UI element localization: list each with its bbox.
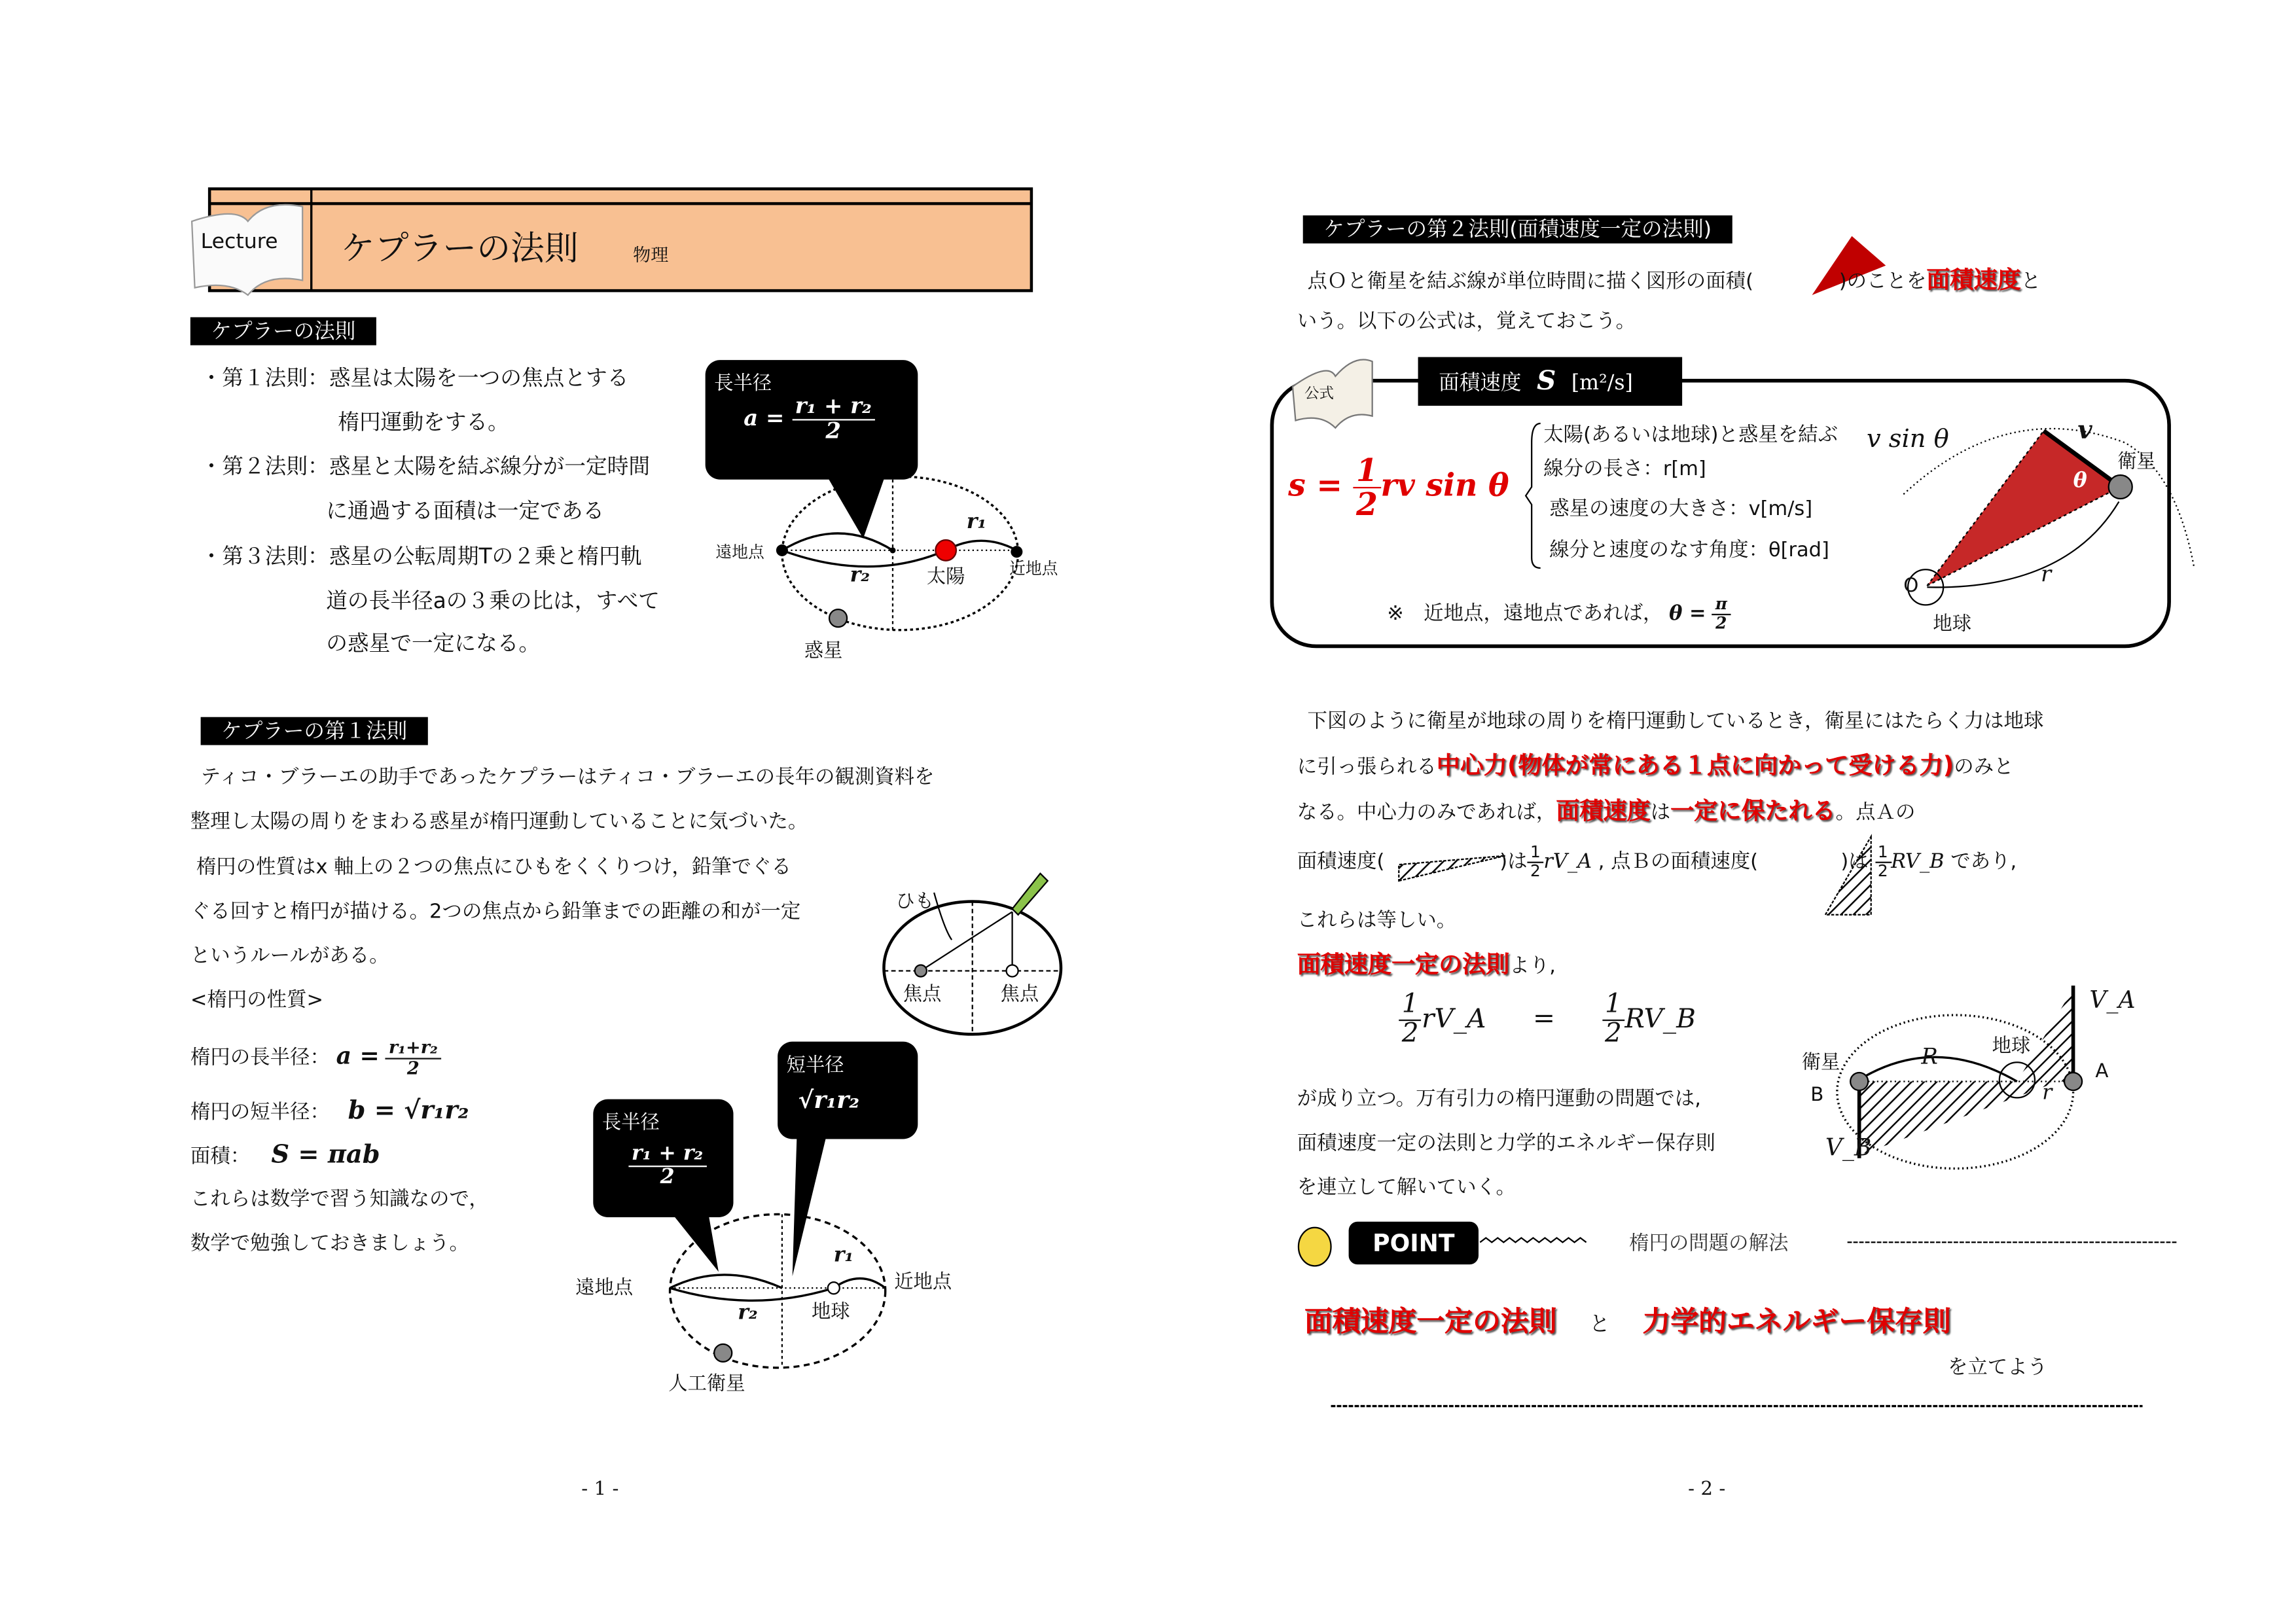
definition: 太陽(あるいは地球)と惑星を結ぶ [1543,423,1839,448]
body-line [1297,844,2017,880]
note-lhs: θ = [1669,601,1706,626]
body-line [1297,793,1916,827]
focus-label: 焦点 [1000,984,1039,1007]
aphelion-label: 遠地点 [575,1277,634,1300]
focus-label: 焦点 [903,984,942,1007]
paragraph-line: ぐる回すと楕円が描ける。2つの焦点から鉛筆までの距離の和が一定 [190,900,801,924]
sun-label: 太陽 [926,566,965,589]
formula-numerator: 1 [1353,454,1380,488]
intro-text: 点Ｏと衛星を結ぶ線が単位時間に描く図形の面積( [1307,270,1753,294]
half-numerator: 1 [1528,844,1544,863]
note-numerator: π [1712,596,1730,615]
v-label: v [2077,416,2092,446]
sun-dot [935,540,956,561]
intro-text: と [2020,270,2041,294]
area-label: 面積： [190,1145,251,1169]
orbit-ellipse [782,476,1018,630]
body-text: なる。中心力のみであれば， [1297,801,1556,825]
planet-label: 惑星 [804,640,843,663]
r-label: r [2042,1081,2053,1105]
definition: 惑星の速度の大きさ：v[m/s] [1549,497,1813,521]
law-line: 楕円運動をする。 [338,412,509,436]
equality-equation [1399,988,1696,1049]
law-line: に通過する面積は一定である [326,500,605,524]
body-text: に引っ張られる [1297,755,1437,779]
body-text: は [1650,801,1671,825]
lecture-badge: Lecture [200,230,278,254]
semi-minor-callout [778,1042,918,1139]
satellite-label: 衛星 [2117,451,2156,474]
perihelion-label: 近地点 [1009,559,1058,579]
callout-title: 長半径 [714,373,772,396]
formula-title: 面積速度 [1439,372,1522,396]
string-label: ひも [895,891,935,914]
law-line: の惑星で一定になる。 [326,633,541,657]
body-line [1297,747,2014,781]
semi-major-formula [744,392,874,444]
formula-symbol: S [1536,366,1556,397]
semi-major-callout [706,360,918,480]
page-number: - 2 - [1688,1478,1726,1501]
point-highlight: 面積速度一定の法則 [1304,1306,1557,1338]
planet-dot [829,609,847,627]
r2-label: r₂ [738,1301,758,1325]
body-line: が成り立つ。万有引力の楕円運動の問題では, [1297,1087,1701,1111]
body-text: のみと [1954,755,2014,779]
body-text: , 点Ｂの面積速度( [1598,849,1759,874]
earth-label: 地球 [1933,613,1972,636]
body-line: 下図のように衛星が地球の周りを楕円運動しているとき，衛星にはたらく力は地球 [1307,709,2044,734]
satellite-label: 人工衛星 [668,1373,745,1396]
body-line: これらは等しい。 [1297,908,1457,933]
page-title: ケプラーの法則 [340,230,579,269]
earth-label: 地球 [811,1301,850,1324]
section-label-first-law: ケプラーの第１法則 [201,717,428,745]
point-a-label: A [2095,1060,2109,1083]
half-denominator: 2 [1605,1018,1622,1049]
major-denominator: 2 [406,1057,420,1079]
law-line: ・第３法則：惑星の公転周期Tの２乗と楕円軌 [200,546,642,570]
law-line: 道の長半径aの３乗の比は，すべて [326,590,660,614]
half-numerator: 1 [1874,844,1891,863]
highlight: 一定に保たれる [1670,796,1836,825]
major-axis-label: 楕円の長半径： [190,1046,330,1070]
origin-label: O [1903,575,1919,598]
lightbulb-icon [1299,1228,1331,1266]
equation-equals: = [1532,1003,1555,1035]
section-label-laws: ケプラーの法則 [190,317,376,346]
formula-rVa: rV_A [1543,849,1592,874]
theta-label: θ [2073,469,2087,493]
formula-RVb: RV_B [1891,849,1945,874]
formula-badge: 公式 [1304,386,1335,403]
earth-label: 地球 [1992,1035,2031,1058]
satellite-label: 衛星 [1801,1052,1840,1075]
half-numerator: 1 [1399,991,1422,1021]
body-line [1297,946,1556,980]
note-text: ※ 近地点，遠地点であれば， [1387,601,1663,626]
paragraph-line: 整理し太陽の周りをまわる惑星が楕円運動していることに気づいた。 [190,810,808,834]
formula-lhs: s = [1288,466,1342,503]
equation-right: RV_B [1624,1003,1696,1035]
formula-denominator: 2 [825,417,841,444]
closing-line: これらは数学で習う知識なので， [190,1187,489,1211]
point-summary [1304,1300,1951,1340]
body-text: )は [1499,849,1528,874]
definition: 線分の長さ：r[m] [1543,457,1706,481]
r1-label: r₁ [966,510,987,535]
point-connector: と [1589,1313,1610,1337]
body-line: 面積速度一定の法則と力学的エネルギー保存則 [1297,1132,1715,1156]
law-highlight: 面積速度一定の法則 [1297,950,1510,978]
law-line: ・第１法則：惑星は太陽を一つの焦点とする [200,367,629,391]
body-text: 。点Ａの [1835,801,1916,825]
vb-label: V_B [1825,1133,1872,1162]
area-row [190,1139,380,1169]
formula-rhs: rv sin θ [1380,466,1509,503]
half-denominator: 2 [1877,861,1888,880]
formula-denominator: 2 [660,1165,675,1189]
pencil-icon [1013,874,1048,915]
point-badge: POINT [1349,1222,1479,1264]
subject-label: 物理 [633,245,669,266]
minor-axis-label: 楕円の短半径： [190,1100,330,1124]
point-highlight: 力学的エネルギー保存則 [1642,1306,1951,1338]
semi-major-callout [593,1099,733,1217]
body-text: より, [1509,954,1556,978]
area-velocity-formula [1288,451,1509,523]
area-formula: S = πab [271,1140,380,1170]
R-label: R [1921,1043,1938,1070]
definition: 線分と速度のなす角度：θ[rad] [1549,538,1829,562]
body-line: を連立して解いていく。 [1297,1175,1516,1200]
paragraph-line: というルールがある。 [190,944,389,968]
point-title: 楕円の問題の解法 [1628,1232,1789,1256]
half-denominator: 2 [1530,861,1541,880]
r-label: r [2040,560,2052,588]
r1-label: r₁ [833,1243,854,1268]
minor-formula: b = √r₁r₂ [348,1096,469,1126]
formula-lhs: a = [744,404,785,431]
minor-axis-row [190,1095,469,1126]
equation-left: rV_A [1422,1003,1486,1035]
formula-numerator: r₁ + r₂ [628,1143,706,1166]
paragraph-line: 楕円の性質はx 軸上の２つの焦点にひもをくくりつけ，鉛筆でぐる [196,855,791,880]
note-denominator: 2 [1715,613,1727,633]
point-tail: を立てよう [1947,1355,2048,1380]
law-line: ・第２法則：惑星と太陽を結ぶ線分が一定時間 [200,455,651,480]
major-lhs: a = [336,1041,380,1070]
aphelion-label: 遠地点 [715,543,764,562]
central-force-highlight: 中心力(物体が常にある１点に向かって受ける力) [1436,751,1954,779]
intro-line [1307,261,2041,295]
callout-title: 長半径 [601,1112,660,1135]
intro-text: )のことを [1839,270,1927,294]
va-label: V_A [2089,986,2136,1014]
half-denominator: 2 [1401,1018,1419,1049]
vsin-label: v sin θ [1866,425,1949,455]
paragraph-line: ティコ・ブラーエの助手であったケプラーはティコ・ブラーエの長年の観測資料を [200,766,935,790]
formula-header [1418,357,1683,406]
perihelion-label: 近地点 [894,1272,952,1294]
minor-formula: √r₁r₂ [798,1086,859,1115]
body-text: )は [1840,849,1869,874]
intro-line: いう。以下の公式は，覚えておこう。 [1297,310,1636,334]
properties-heading: <楕円の性質> [190,988,324,1012]
formula-unit: [m²/s] [1571,372,1633,396]
point-b-label: B [1810,1084,1824,1107]
intro-highlight: 面積速度 [1926,265,2021,294]
highlight: 面積速度 [1556,796,1651,825]
half-numerator: 1 [1602,991,1625,1021]
closing-line: 数学で勉強しておきましょう。 [190,1232,469,1256]
section-label-second-law: ケプラーの第２法則(面積速度一定の法則) [1303,215,1732,243]
formula-numerator: r₁ + r₂ [792,395,874,420]
major-numerator: r₁+r₂ [386,1039,440,1059]
body-text: であり, [1950,849,2017,874]
note-line [1387,596,1730,632]
page-number: - 1 - [581,1478,619,1501]
body-text: 面積速度( [1297,849,1385,874]
r2-label: r₂ [850,563,870,588]
callout-title: 短半径 [786,1054,844,1077]
major-axis-row [190,1039,440,1077]
formula-denominator: 2 [1355,485,1378,523]
